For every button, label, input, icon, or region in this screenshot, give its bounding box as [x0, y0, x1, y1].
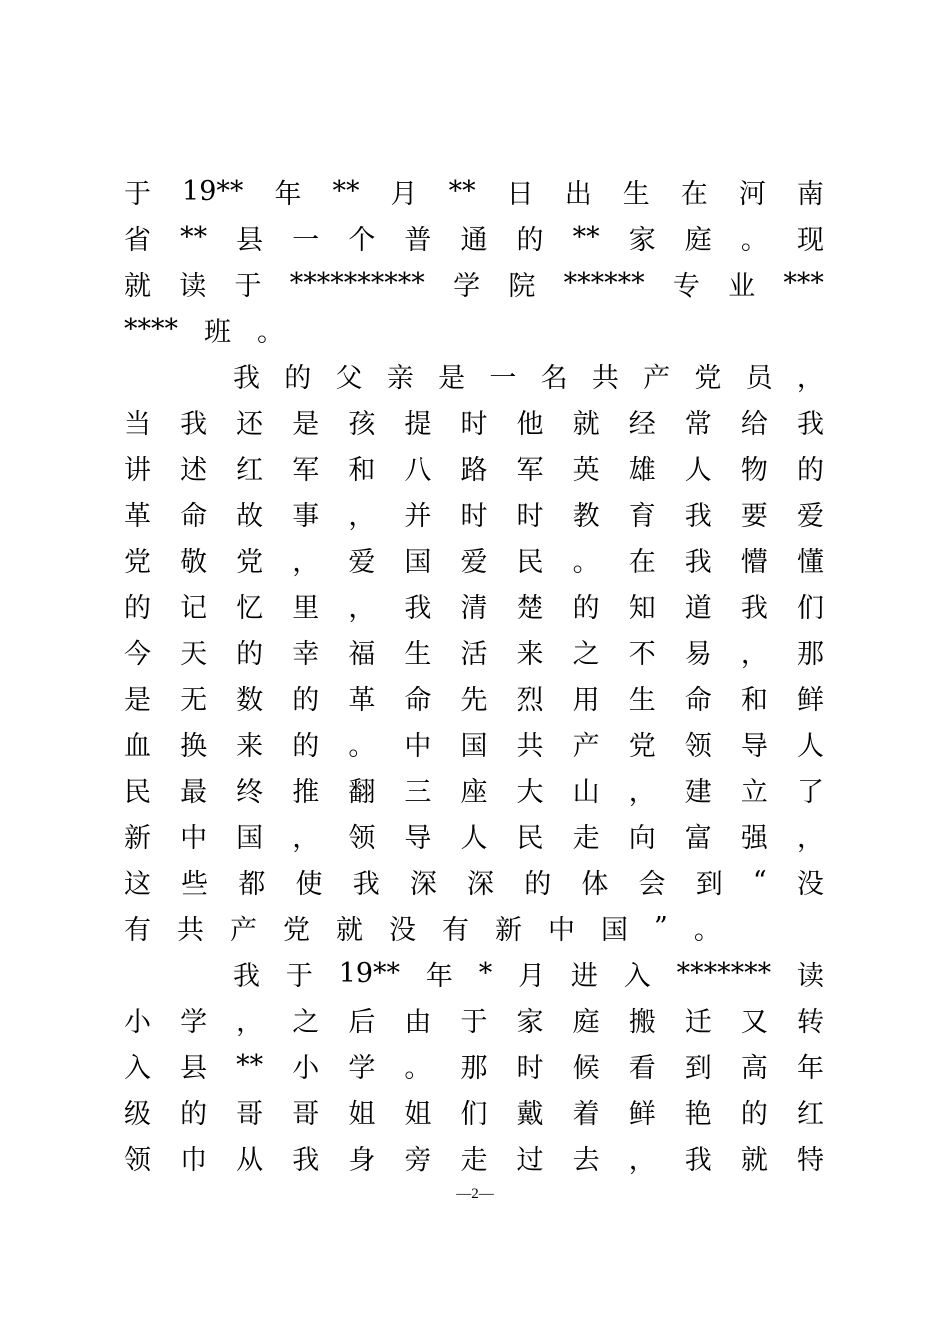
text-token: ，: [628, 1144, 656, 1176]
text-line: [124, 996, 824, 1042]
text-line: [124, 858, 824, 904]
text-token: 月: [390, 178, 418, 210]
text-token: **: [180, 221, 208, 253]
text-token: 的: [180, 1098, 208, 1130]
text-token: 。: [257, 316, 284, 348]
text-token: 终: [236, 776, 264, 808]
text-token: 看: [628, 1052, 656, 1084]
text-token: 都: [238, 868, 266, 900]
text-token: 翻: [348, 776, 376, 808]
text-token: 们: [796, 592, 824, 624]
text-token: 军: [292, 454, 320, 486]
text-token: 时: [516, 1052, 544, 1084]
text-token: 特: [796, 1144, 824, 1176]
text-token: 生: [404, 638, 432, 670]
text-token: 路: [460, 454, 488, 486]
text-token: 河: [738, 178, 766, 210]
text-token: 体: [581, 868, 609, 900]
text-token: 没: [389, 914, 416, 946]
text-token: 那: [460, 1052, 488, 1084]
text-token: 。: [404, 1052, 432, 1084]
text-token: 鲜: [796, 684, 824, 716]
text-line: [124, 490, 824, 536]
text-token: 家: [516, 1006, 544, 1038]
text-token: 事: [292, 500, 320, 532]
text-line: [124, 398, 824, 444]
text-token: ，: [740, 638, 768, 670]
text-token: 身: [348, 1144, 376, 1176]
text-token: 经: [628, 408, 656, 440]
text-line: [124, 1042, 824, 1088]
text-token: ，: [796, 822, 824, 854]
text-token: 建: [684, 776, 712, 808]
text-token: 忆: [236, 592, 264, 624]
text-token: 我: [684, 546, 712, 578]
text-token: 。: [348, 730, 376, 762]
text-token: 不: [628, 638, 656, 670]
text-line: [124, 904, 824, 950]
text-token: 一: [489, 362, 517, 394]
text-token: 民: [124, 776, 151, 808]
text-token: 的: [740, 1098, 768, 1130]
text-token: 搬: [628, 1006, 656, 1038]
text-token: 知: [628, 592, 656, 624]
text-token: 迁: [684, 1006, 712, 1038]
text-line: [124, 628, 824, 674]
text-token: 我: [180, 408, 208, 440]
text-token: 富: [684, 822, 712, 854]
text-token: 入: [124, 1052, 151, 1084]
text-token: 鲜: [628, 1098, 656, 1130]
text-token: 在: [680, 178, 708, 210]
text-token: 懂: [796, 546, 824, 578]
text-token: *******: [676, 957, 772, 989]
text-token: 从: [236, 1144, 264, 1176]
text-token: 有: [124, 914, 151, 946]
text-token: 旁: [404, 1144, 432, 1176]
text-token: 共: [177, 914, 204, 946]
text-line: [233, 352, 824, 398]
text-token: 活: [460, 638, 488, 670]
text-token: **********: [289, 267, 425, 299]
text-token: 庭: [684, 224, 712, 256]
text-token: 读: [179, 270, 207, 302]
text-token: 导: [740, 730, 768, 762]
text-token: 来: [516, 638, 544, 670]
text-token: 巾: [180, 1144, 208, 1176]
text-token: 的: [516, 224, 544, 256]
text-token: 南: [796, 178, 824, 210]
text-token: 命: [684, 684, 712, 716]
text-token: 年: [796, 1052, 824, 1084]
text-token: 月: [518, 960, 546, 992]
text-token: 姐: [404, 1098, 432, 1130]
text-token: 艳: [684, 1098, 712, 1130]
text-token: 时: [460, 500, 488, 532]
text-token: 小: [124, 1006, 151, 1038]
text-token: 一: [292, 224, 320, 256]
text-token: 要: [740, 500, 768, 532]
text-token: 革: [124, 500, 151, 532]
text-line: [124, 582, 824, 628]
text-token: 先: [460, 684, 488, 716]
text-token: 员: [745, 362, 773, 394]
text-token: 由: [404, 1006, 432, 1038]
text-token: 爱: [460, 546, 488, 578]
text-token: 我: [684, 1144, 712, 1176]
text-token: 深: [409, 868, 437, 900]
text-token: 的: [236, 638, 264, 670]
text-token: ，: [348, 500, 376, 532]
text-token: 了: [796, 776, 824, 808]
text-token: 。: [693, 914, 721, 946]
text-token: 于: [285, 960, 313, 992]
text-token: 国: [460, 730, 488, 762]
text-token: 19**: [338, 957, 401, 989]
text-token: 山: [572, 776, 600, 808]
text-line: [124, 812, 824, 858]
text-token: 中: [548, 914, 575, 946]
text-token: 就: [572, 408, 600, 440]
text-token: 烈: [516, 684, 544, 716]
text-token: 育: [628, 500, 656, 532]
text-token: 学: [348, 1052, 376, 1084]
text-token: 没: [796, 868, 824, 900]
text-token: 亲: [386, 362, 414, 394]
text-token: 敬: [180, 546, 208, 578]
text-token: 戴: [516, 1098, 544, 1130]
text-token: 产: [230, 914, 257, 946]
text-token: 的: [796, 454, 824, 486]
text-token: 物: [740, 454, 768, 486]
text-token: 我: [352, 868, 380, 900]
text-token: 庭: [572, 1006, 600, 1038]
text-token: 国: [236, 822, 264, 854]
text-token: 业: [728, 270, 756, 302]
text-token: 共: [591, 362, 619, 394]
text-token: 学: [180, 1006, 208, 1038]
text-token: 命: [180, 500, 208, 532]
text-token: 之: [572, 638, 600, 670]
text-token: 班: [204, 316, 231, 348]
text-token: 党: [124, 546, 151, 578]
text-token: 是: [292, 408, 320, 440]
text-token: 强: [740, 822, 768, 854]
text-token: 我: [404, 592, 432, 624]
text-line: [124, 260, 824, 306]
text-token: 述: [180, 454, 208, 486]
text-token: 学: [453, 270, 481, 302]
text-token: 使: [295, 868, 323, 900]
text-token: 父: [335, 362, 363, 394]
text-token: 到: [684, 1052, 712, 1084]
text-token: 还: [236, 408, 264, 440]
text-token: 和: [740, 684, 768, 716]
text-token: ，: [348, 592, 376, 624]
text-token: 我: [292, 1144, 320, 1176]
text-token: 的: [124, 592, 151, 624]
text-token: 懵: [740, 546, 768, 578]
text-token: ，: [236, 1006, 264, 1038]
text-token: 民: [516, 546, 544, 578]
text-token: 新: [495, 914, 522, 946]
text-token: 爱: [796, 500, 824, 532]
text-token: ******: [563, 267, 645, 299]
text-token: 之: [292, 1006, 320, 1038]
text-token: ，: [292, 546, 320, 578]
text-token: 会: [638, 868, 666, 900]
text-token: 用: [572, 684, 600, 716]
text-token: **: [332, 175, 360, 207]
text-token: 读: [796, 960, 824, 992]
text-line: [124, 674, 824, 720]
text-token: 我: [740, 592, 768, 624]
text-token: 产: [572, 730, 600, 762]
text-token: 。: [572, 546, 600, 578]
text-line: [124, 214, 824, 260]
text-token: 八: [404, 454, 432, 486]
text-token: 幸: [292, 638, 320, 670]
text-token: 时: [516, 500, 544, 532]
text-token: 走: [572, 822, 600, 854]
text-token: 转: [796, 1006, 824, 1038]
text-token: 血: [124, 730, 151, 762]
text-token: 人: [460, 822, 488, 854]
text-token: 就: [124, 270, 151, 302]
text-token: 党: [628, 730, 656, 762]
text-token: 党: [694, 362, 722, 394]
text-token: 天: [180, 638, 208, 670]
text-token: 是: [438, 362, 466, 394]
text-token: 时: [460, 408, 488, 440]
text-token: 座: [460, 776, 488, 808]
text-token: 小: [292, 1052, 320, 1084]
text-token: 今: [124, 638, 151, 670]
text-token: 故: [236, 500, 264, 532]
page-number: —2—: [456, 1186, 494, 1202]
text-token: 来: [236, 730, 264, 762]
text-token: 后: [348, 1006, 376, 1038]
text-token: 推: [292, 776, 320, 808]
text-token: 在: [628, 546, 656, 578]
text-token: ，: [292, 822, 320, 854]
text-token: 常: [684, 408, 712, 440]
text-token: 红: [796, 1098, 824, 1130]
text-token: 出: [564, 178, 592, 210]
text-token: 走: [460, 1144, 488, 1176]
text-token: 共: [516, 730, 544, 762]
text-token: **: [448, 175, 476, 207]
text-token: 和: [348, 454, 376, 486]
text-token: *: [478, 957, 493, 989]
text-token: 进: [570, 960, 598, 992]
text-token: 革: [348, 684, 376, 716]
text-token: 我: [233, 960, 260, 992]
text-token: 清: [460, 592, 488, 624]
text-line: [124, 536, 824, 582]
text-token: 他: [516, 408, 544, 440]
text-token: 于: [234, 270, 262, 302]
text-token: 的: [524, 868, 552, 900]
text-token: 于: [124, 178, 151, 210]
text-token: 导: [404, 822, 432, 854]
text-token: 过: [516, 1144, 544, 1176]
text-token: 领: [348, 822, 376, 854]
text-token: ，: [628, 776, 656, 808]
text-token: 家: [628, 224, 656, 256]
text-token: 三: [404, 776, 432, 808]
text-token: 我: [684, 500, 712, 532]
text-token: **: [236, 1049, 264, 1081]
text-line: [124, 1088, 824, 1134]
text-token: 我: [233, 362, 260, 394]
text-token: 记: [180, 592, 208, 624]
text-token: 生: [628, 684, 656, 716]
text-token: ”: [654, 911, 668, 943]
text-token: 人: [796, 730, 824, 762]
text-token: 的: [284, 362, 312, 394]
text-token: 党: [283, 914, 310, 946]
text-token: 县: [236, 224, 264, 256]
text-token: 命: [404, 684, 432, 716]
text-token: 军: [516, 454, 544, 486]
text-line: [124, 444, 824, 490]
text-token: 领: [684, 730, 712, 762]
text-token: ****: [124, 313, 178, 345]
text-token: 院: [508, 270, 536, 302]
text-line: [124, 1134, 824, 1180]
text-token: 福: [348, 638, 376, 670]
text-token: 易: [684, 638, 712, 670]
text-token: ***: [783, 267, 824, 299]
text-token: 人: [684, 454, 712, 486]
text-token: “: [752, 865, 767, 897]
text-token: 候: [572, 1052, 600, 1084]
text-token: 。: [740, 224, 768, 256]
text-token: 19**: [182, 175, 244, 207]
text-token: 里: [292, 592, 320, 624]
text-token: 无: [180, 684, 208, 716]
text-token: 个: [348, 224, 376, 256]
text-token: 现: [796, 224, 824, 256]
text-token: 姐: [348, 1098, 376, 1130]
text-token: 并: [404, 500, 432, 532]
text-token: 又: [740, 1006, 768, 1038]
text-token: 民: [516, 822, 544, 854]
text-token: 着: [572, 1098, 600, 1130]
text-token: 的: [292, 730, 320, 762]
text-token: 年: [425, 960, 453, 992]
text-token: 就: [336, 914, 363, 946]
text-token: 爱: [348, 546, 376, 578]
text-token: 孩: [348, 408, 376, 440]
text-token: 向: [628, 822, 656, 854]
text-token: **: [572, 221, 600, 253]
text-token: 领: [124, 1144, 151, 1176]
text-token: 哥: [292, 1098, 320, 1130]
text-token: 新: [124, 822, 151, 854]
text-token: 提: [404, 408, 432, 440]
text-token: 国: [404, 546, 432, 578]
text-token: 们: [460, 1098, 488, 1130]
text-token: 就: [740, 1144, 768, 1176]
text-token: 换: [180, 730, 208, 762]
text-token: 英: [572, 454, 600, 486]
text-token: 我: [796, 408, 824, 440]
text-line: [124, 766, 824, 812]
text-token: 中: [404, 730, 432, 762]
text-token: 给: [740, 408, 768, 440]
text-token: 产: [643, 362, 671, 394]
text-line: [124, 720, 824, 766]
text-token: 于: [460, 1006, 488, 1038]
text-token: 大: [516, 776, 544, 808]
text-token: 楚: [516, 592, 544, 624]
text-token: 国: [601, 914, 628, 946]
text-line: [124, 306, 824, 352]
text-token: 中: [180, 822, 208, 854]
text-token: 讲: [124, 454, 151, 486]
text-line: [124, 168, 824, 214]
text-token: 深: [467, 868, 495, 900]
text-token: 有: [442, 914, 469, 946]
text-token: 当: [124, 408, 151, 440]
text-token: 哥: [236, 1098, 264, 1130]
text-token: 道: [684, 592, 712, 624]
text-token: 数: [236, 684, 264, 716]
text-token: 级: [124, 1098, 151, 1130]
text-token: 红: [236, 454, 264, 486]
text-token: 到: [695, 868, 723, 900]
text-token: 高: [740, 1052, 768, 1084]
text-token: ，: [796, 362, 824, 394]
text-token: 最: [180, 776, 208, 808]
text-token: 雄: [628, 454, 656, 486]
text-token: 去: [572, 1144, 600, 1176]
text-token: 这: [124, 868, 151, 900]
text-token: 年: [274, 178, 302, 210]
text-token: 省: [124, 224, 151, 256]
text-token: 是: [124, 684, 151, 716]
text-line: [233, 950, 824, 996]
text-token: 普: [404, 224, 432, 256]
text-token: 那: [796, 638, 824, 670]
text-token: 生: [622, 178, 650, 210]
text-token: 通: [460, 224, 488, 256]
text-token: 教: [572, 500, 600, 532]
text-token: 入: [623, 960, 651, 992]
text-token: 的: [292, 684, 320, 716]
text-token: 的: [572, 592, 600, 624]
text-token: 名: [540, 362, 568, 394]
text-token: 日: [506, 178, 534, 210]
text-token: 些: [181, 868, 209, 900]
text-token: 党: [236, 546, 264, 578]
text-token: 专: [672, 270, 700, 302]
text-token: 立: [740, 776, 768, 808]
body-text: [124, 168, 824, 1180]
text-token: 县: [180, 1052, 208, 1084]
